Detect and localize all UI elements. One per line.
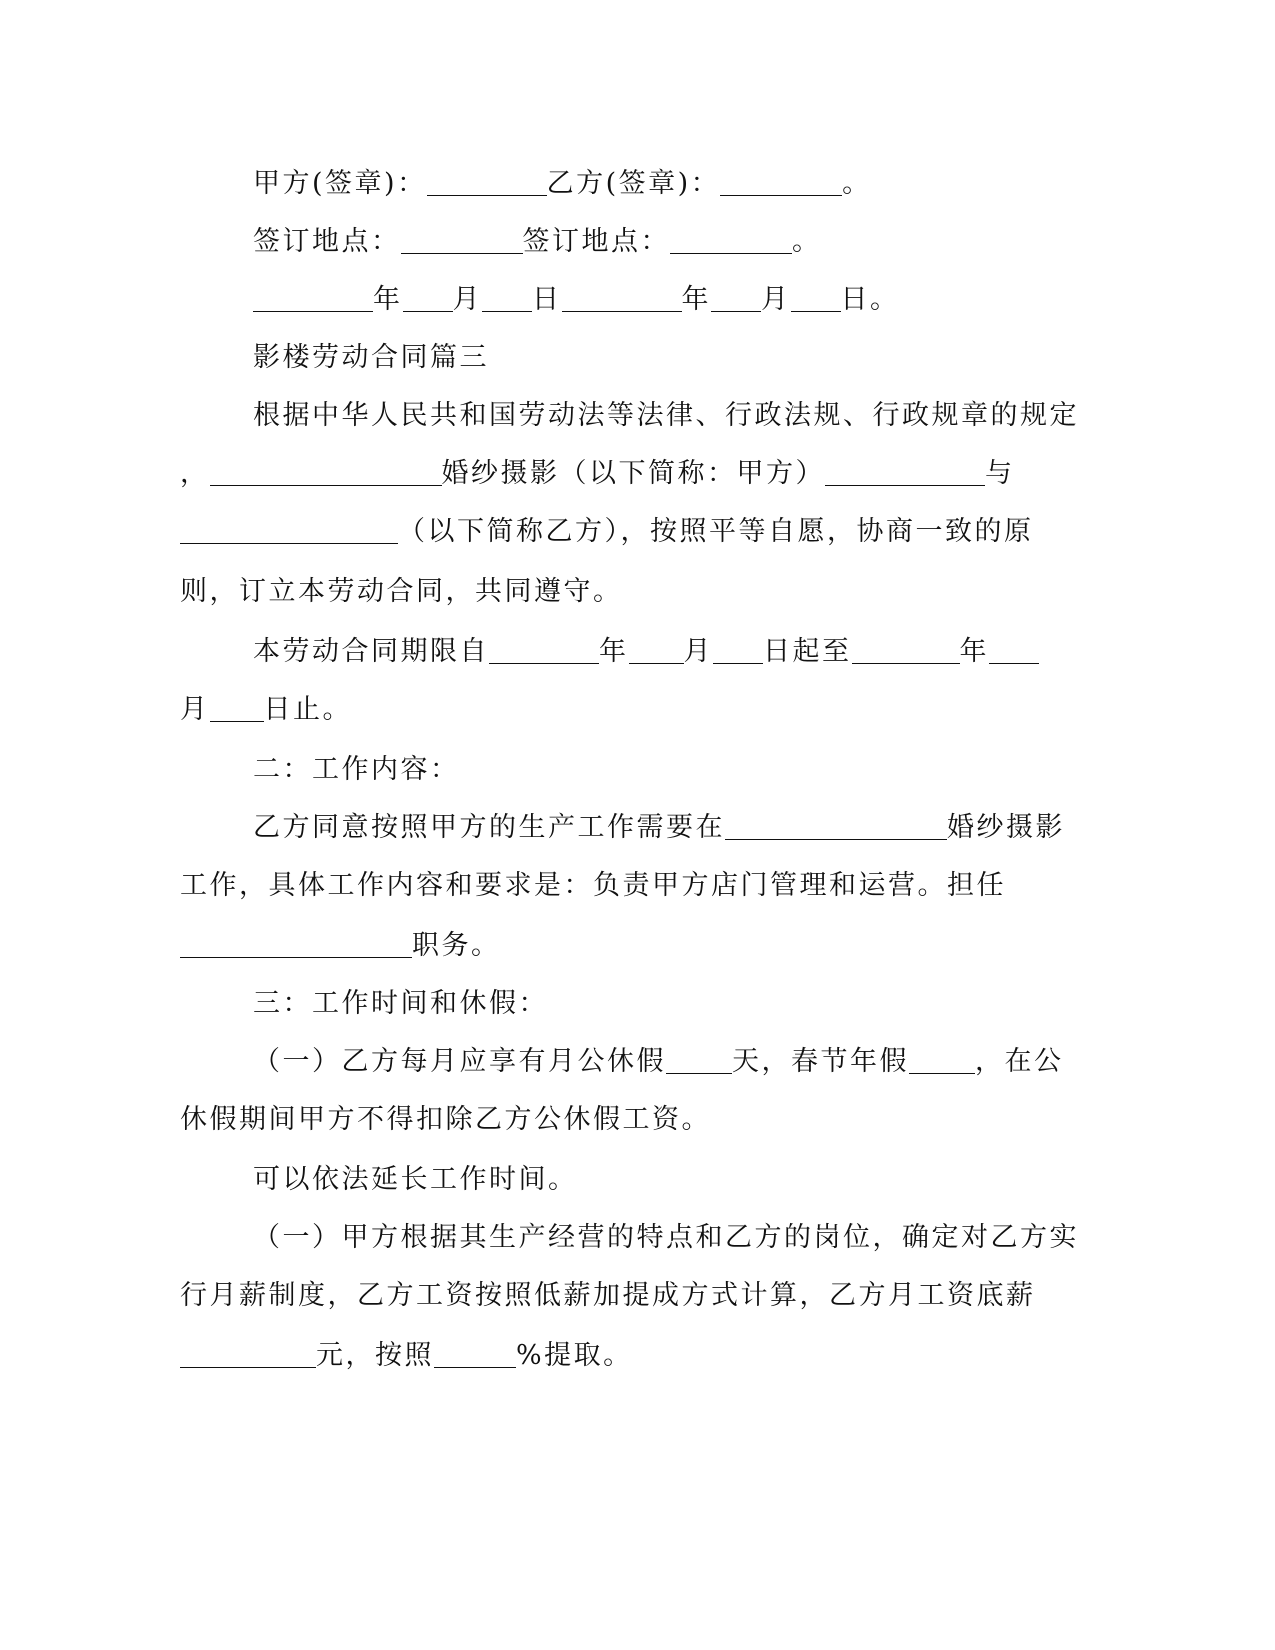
- month-text: 月: [180, 694, 210, 725]
- position-text: 职务。: [412, 930, 501, 961]
- period: 。: [792, 226, 822, 257]
- year-text: 年: [373, 284, 403, 315]
- paragraph-line: 休假期间甲方不得扣除乙方公休假工资。: [180, 1104, 711, 1135]
- paragraph-line: 根据中华人民共和国劳动法等法律、行政法规、行政规章的规定: [253, 400, 1079, 431]
- term-text: 本劳动合同期限自: [253, 636, 489, 667]
- end-year-blank: [852, 637, 960, 664]
- paragraph-line: 则，订立本劳动合同，共同遵守。: [180, 576, 623, 607]
- month-text: 月: [761, 284, 791, 315]
- paragraph-line: [180, 1338, 633, 1374]
- paragraph-line: 工作，具体工作内容和要求是：负责甲方店门管理和运营。担任: [180, 870, 1006, 901]
- signing-place-blank-a: [401, 227, 523, 254]
- monthly-leave-blank: [666, 1047, 732, 1074]
- paragraph-line: [180, 456, 1015, 492]
- party-a-text: 婚纱摄影（以下简称：甲方）: [441, 458, 825, 489]
- commission-text: %提取。: [516, 1340, 633, 1371]
- end-day-blank: [210, 695, 264, 722]
- month-blank: [711, 285, 761, 312]
- year-text: 年: [959, 636, 989, 667]
- position-blank: [180, 931, 412, 958]
- paragraph-line: （一）甲方根据其生产经营的特点和乙方的岗位，确定对乙方实: [253, 1222, 1079, 1253]
- year-blank: [253, 285, 373, 312]
- party-a-name-blank: [210, 459, 442, 486]
- comma-text: ，: [180, 458, 210, 489]
- signing-place-line: [253, 224, 822, 260]
- base-salary-blank: [180, 1341, 316, 1368]
- end-month-blank: [989, 637, 1039, 664]
- day-blank: [482, 285, 532, 312]
- year-text: 年: [599, 636, 629, 667]
- month-text: 月: [683, 636, 713, 667]
- day-blank: [791, 285, 841, 312]
- month-blank: [403, 285, 453, 312]
- work-text: 乙方同意按照甲方的生产工作需要在: [253, 812, 725, 843]
- signing-place-label-b: 签订地点：: [522, 226, 670, 257]
- signing-place-label-a: 签订地点：: [253, 226, 401, 257]
- work-text: 婚纱摄影: [947, 812, 1065, 843]
- contract-term-line: [180, 692, 352, 728]
- section-heading: 三：工作时间和休假：: [253, 988, 548, 1019]
- day-text: 日。: [840, 284, 900, 315]
- signing-place-blank-b: [670, 227, 792, 254]
- contract-term-line: [253, 634, 1039, 670]
- salary-text: 元，按照: [316, 1340, 434, 1371]
- party-a-rep-blank: [825, 459, 985, 486]
- leave-text: ，在公: [975, 1046, 1064, 1077]
- paragraph-line: 行月薪制度，乙方工资按照低薪加提成方式计算，乙方月工资底薪: [180, 1280, 1036, 1311]
- party-a-signature-label: 甲方(签章)：: [253, 168, 427, 199]
- year-blank: [562, 285, 682, 312]
- leave-text: （一）乙方每月应享有月公休假: [253, 1046, 666, 1077]
- period: 。: [842, 168, 872, 199]
- signature-line: [253, 166, 872, 202]
- party-b-signature-label: 乙方(签章)：: [546, 168, 721, 199]
- signing-date-line: [253, 282, 900, 318]
- day-end-text: 日止。: [263, 694, 352, 725]
- commission-rate-blank: [434, 1341, 516, 1368]
- paragraph-line: [253, 1044, 1064, 1080]
- paragraph-line: [180, 514, 1034, 550]
- start-month-blank: [629, 637, 684, 664]
- year-text: 年: [681, 284, 711, 315]
- paragraph-line: [180, 928, 501, 964]
- and-text: 与: [985, 458, 1015, 489]
- section-heading: 二：工作内容：: [253, 754, 460, 785]
- party-b-name-blank: [180, 517, 398, 544]
- month-text: 月: [452, 284, 482, 315]
- party-b-signature-blank: [720, 169, 842, 196]
- start-day-blank: [713, 637, 763, 664]
- day-text: 日: [532, 284, 562, 315]
- paragraph-line: 可以依法延长工作时间。: [253, 1164, 578, 1195]
- day-from-text: 日起至: [763, 636, 852, 667]
- paragraph-line: [253, 810, 1065, 846]
- work-location-blank: [725, 813, 947, 840]
- party-a-signature-blank: [427, 169, 547, 196]
- leave-text: 天，春节年假: [732, 1046, 909, 1077]
- spring-festival-leave-blank: [909, 1047, 975, 1074]
- party-b-text: （以下简称乙方），按照平等自愿，协商一致的原: [398, 516, 1034, 547]
- section-heading: 影楼劳动合同篇三: [253, 342, 489, 373]
- start-year-blank: [489, 637, 599, 664]
